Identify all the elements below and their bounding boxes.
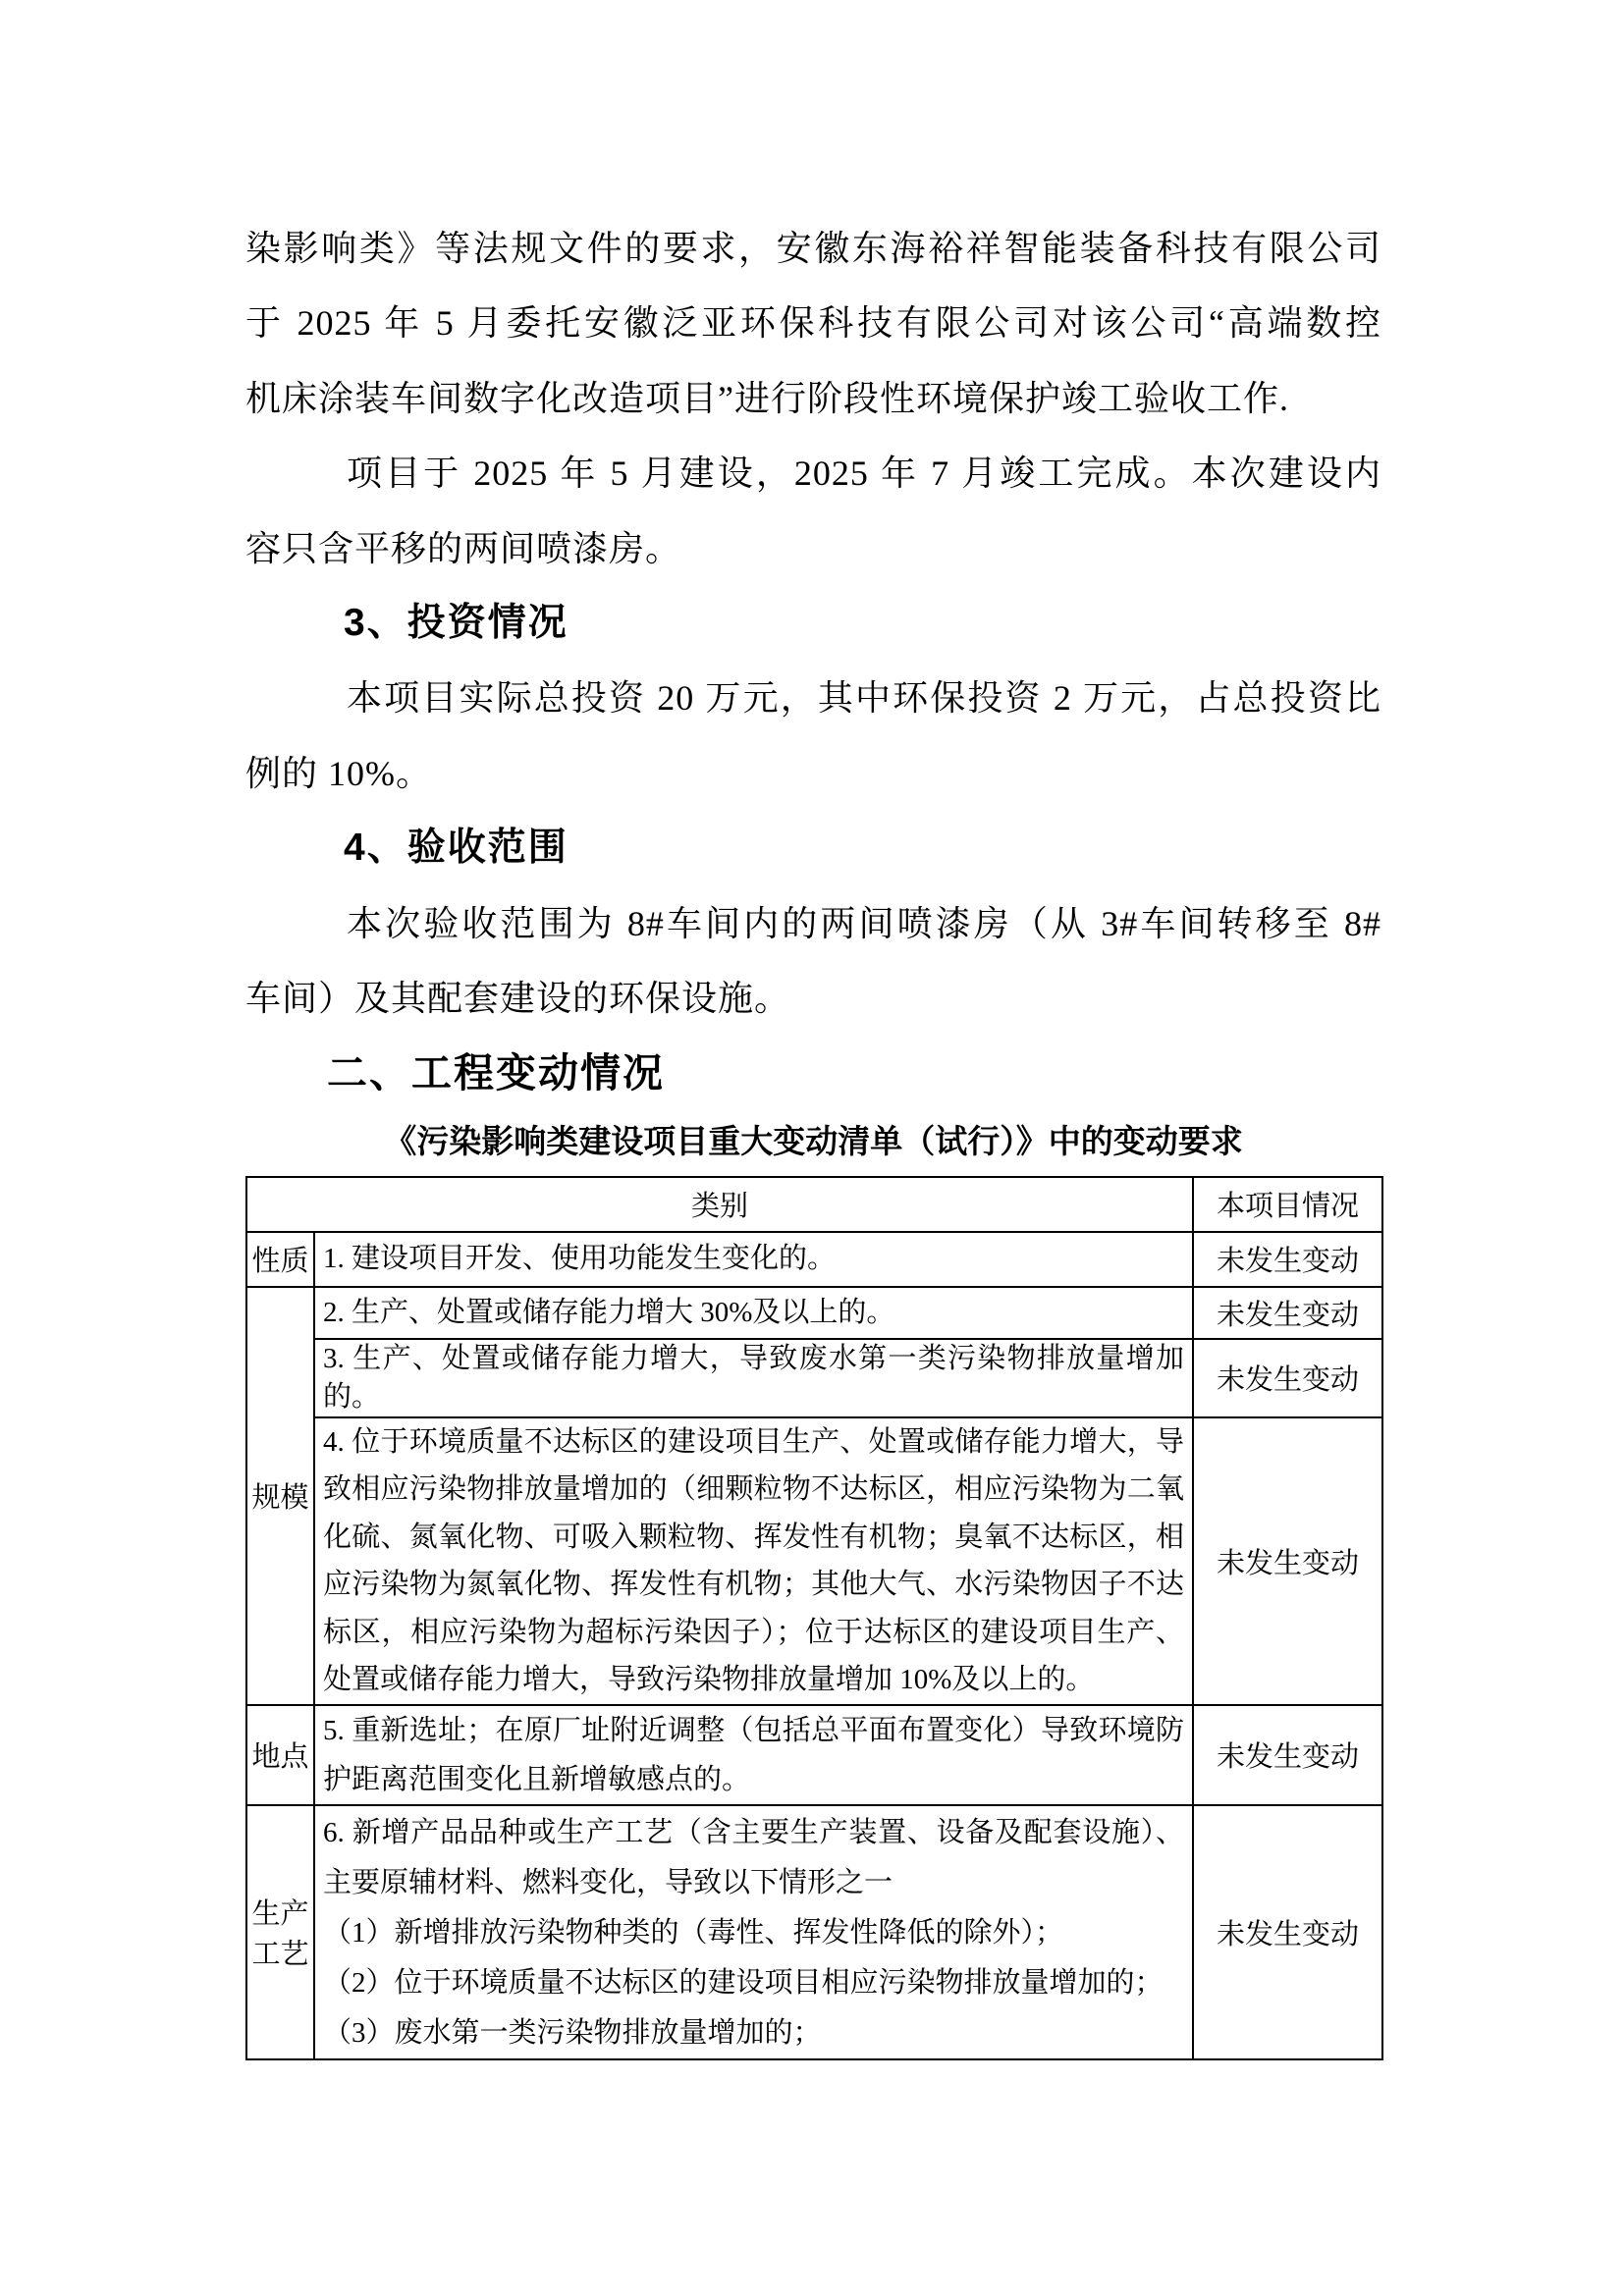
group-label-process: 生产工艺: [246, 1805, 314, 2059]
paragraph-investment: [245, 661, 1381, 811]
status-cell-2: 未发生变动: [1193, 1287, 1382, 1339]
table-row-process: [246, 1805, 1382, 2059]
text-line: 车间）及其配套建设的环保设施。: [245, 978, 791, 1018]
status-cell-6: 未发生变动: [1193, 1805, 1382, 2059]
text-line: 机床涂装车间数字化改造项目”进行阶段性环境保护竣工验收工作.: [245, 378, 1289, 418]
table-cell-line: （1）新增排放污染物种类的（毒性、挥发性降低的除外）；: [323, 1916, 1064, 1949]
text-line: 例的 10%。: [245, 753, 432, 793]
criterion-4: 4. 位于环境质量不达标区的建设项目生产、处置或储存能力增大，导致相应污染物排放量增加的（细颗粒物不达标区，相应污染物为二氧化硫、氮氧化物、可吸入颗粒物、挥发性有机物；臭氧不达标区，相应污染物为氮氧化物、挥发性有机物；其他大气、水污染物因子不达标区，相应污染物为超标污染因子）；位于达标区的建设项目生产、处置或储存能力增大，导致污染物排放量增加 10%及以上的。: [314, 1417, 1193, 1705]
table-header-row: [246, 1177, 1382, 1232]
text-line: 本项目实际总投资 20 万元，其中环保投资 2 万元，占总投资比: [347, 678, 1381, 719]
table-caption: 《污染影响类建设项目重大变动清单（试行）》中的变动要求: [384, 1122, 1243, 1159]
status-cell-3: 未发生变动: [1193, 1339, 1382, 1417]
changes-table: [245, 1176, 1383, 2060]
table-row-scale-3: [246, 1417, 1382, 1705]
table-row-location: [246, 1705, 1382, 1805]
criterion-3: 3. 生产、处置或储存能力增大，导致废水第一类污染物排放量增加的。: [314, 1339, 1193, 1417]
table-row-nature: [246, 1232, 1382, 1287]
table-cell-line: 6. 新增产品品种或生产工艺（含主要生产装置、设备及配套设施）、主要原辅材料、燃料变化，导致以下情形之一: [323, 1816, 1185, 1898]
text-line: 于 2025 年 5 月委托安徽泛亚环保科技有限公司对该公司“高端数控: [245, 303, 1381, 344]
group-label-nature: 性质: [246, 1232, 314, 1287]
document-content: [245, 211, 1381, 2060]
criterion-1: 1. 建设项目开发、使用功能发生变化的。: [314, 1232, 1193, 1287]
table-row-scale-2: [246, 1339, 1382, 1417]
status-cell-5: 未发生变动: [1193, 1705, 1382, 1805]
status-cell-1: 未发生变动: [1193, 1232, 1382, 1287]
criterion-5: 5. 重新选址；在原厂址附近调整（包括总平面布置变化）导致环境防护距离范围变化且新增敏感点的。: [314, 1705, 1193, 1805]
text-line: 容只含平移的两间喷漆房。: [245, 528, 682, 568]
table-row-scale-1: [246, 1287, 1382, 1339]
text-line: 染影响类》等法规文件的要求，安徽东海裕祥智能装备科技有限公司: [245, 229, 1381, 268]
criterion-6: [314, 1805, 1193, 2059]
status-cell-4: 未发生变动: [1193, 1417, 1382, 1705]
table-cell-line: （3）废水第一类污染物排放量增加的；: [323, 2016, 822, 2049]
header-project-status: 本项目情况: [1193, 1177, 1382, 1232]
heading-acceptance-scope: 4、验收范围: [344, 827, 568, 870]
group-label-scale: 规模: [246, 1287, 314, 1705]
heading-project-changes: 二、工程变动情况: [327, 1050, 665, 1096]
heading-investment: 3、投资情况: [344, 601, 568, 644]
group-label-location: 地点: [246, 1705, 314, 1805]
header-category: 类别: [246, 1177, 1193, 1232]
paragraph-intro: [245, 211, 1381, 436]
text-line: 本次验收范围为 8#车间内的两间喷漆房（从 3#车间转移至 8#: [347, 903, 1381, 943]
table-cell-line: （2）位于环境质量不达标区的建设项目相应污染物排放量增加的；: [323, 1966, 1164, 1999]
paragraph-scope: [245, 886, 1381, 1037]
paragraph-schedule: [245, 436, 1381, 586]
criterion-2: 2. 生产、处置或储存能力增大 30%及以上的。: [314, 1287, 1193, 1339]
text-line: 项目于 2025 年 5 月建设，2025 年 7 月竣工完成。本次建设内: [347, 454, 1381, 494]
